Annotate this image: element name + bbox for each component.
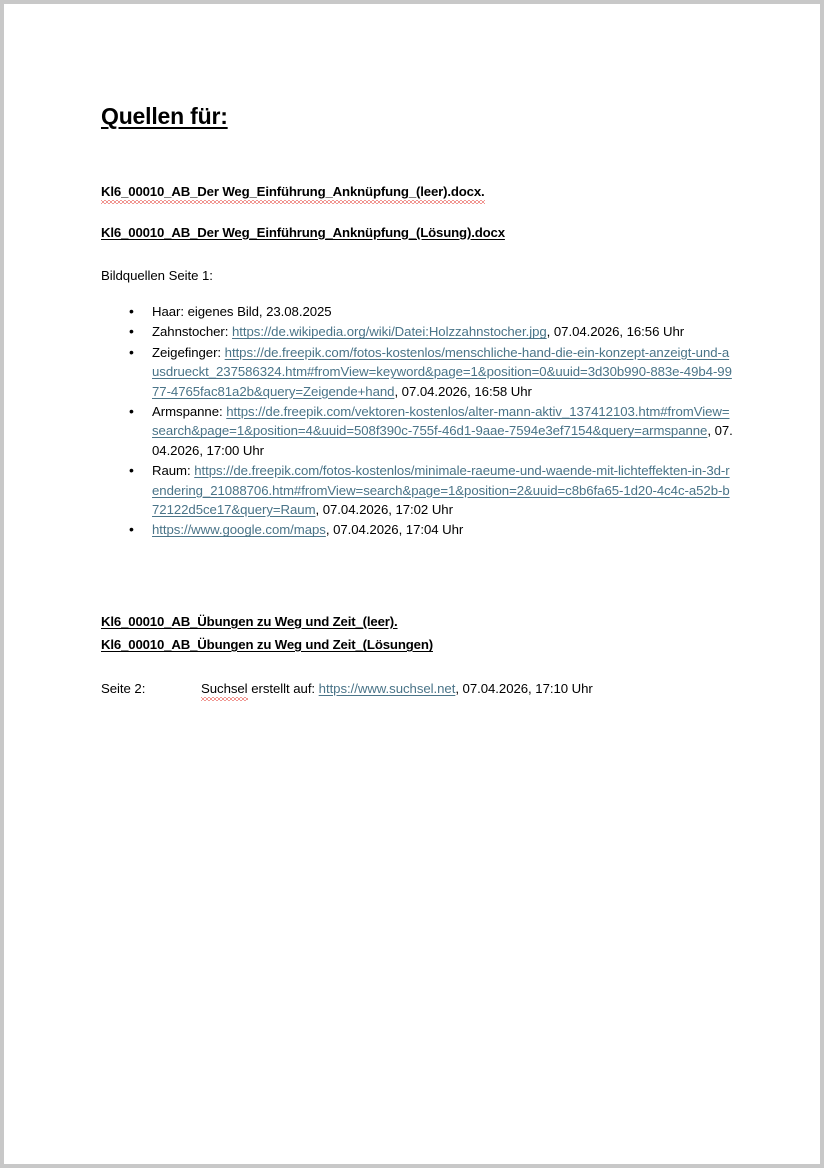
list-item-trailing: , 07.04.2026, 17:02 Uhr: [315, 501, 453, 517]
list-item-label: Raum:: [152, 463, 191, 479]
section-uebungen: [101, 614, 733, 699]
list-item-trailing: , 07.04.2026, 17:04 Uhr: [325, 522, 464, 538]
list-item: [101, 343, 733, 401]
bildquellen-label: Bildquellen Seite 1:: [101, 268, 213, 284]
file-heading-einfuehrung-loesung: Kl6_00010_AB_Der Weg_Einführung_Anknüpfung_(Lösung).docx: [101, 224, 505, 240]
list-item: [101, 461, 733, 519]
list-item-trailing: , 07.04.2026, 16:58 Uhr: [394, 383, 532, 399]
list-item-label: Zahnstocher:: [152, 324, 229, 340]
list-item-label: Armspanne:: [152, 403, 223, 419]
seite-2-text-after: , 07.04.2026, 17:10 Uhr: [455, 680, 593, 696]
source-link-zahnstocher[interactable]: https://de.wikipedia.org/wiki/Datei:Holzzahnstocher.jpg: [232, 324, 547, 340]
page-title: Quellen für:: [101, 103, 228, 129]
document-content: [101, 4, 733, 699]
source-link-suchsel[interactable]: https://www.suchsel.net: [318, 680, 456, 696]
file-heading-uebungen-leer: Kl6_00010_AB_Übungen zu Weg und Zeit_(leer).: [101, 613, 398, 629]
file-heading-einfuehrung-leer: [101, 184, 733, 201]
seite-2-value: [201, 679, 733, 699]
list-item-label: Haar:: [152, 303, 184, 319]
seite-2-label: Seite 2:: [101, 680, 146, 696]
list-item-text: eigenes Bild, 23.08.2025: [184, 303, 332, 319]
seite-2-text-before: erstellt auf:: [247, 680, 319, 696]
seite-2-row: [101, 679, 733, 699]
source-link-raum[interactable]: https://de.freepik.com/fotos-kostenlos/minimale-raeume-und-waende-mit-lichteffekten-in-3d-rendering_21088706.htm#fromView=search&page=1&position=2&uuid=c8b6fa65-1d20-4c4c-a52b-b72122d5ce17&query=Raum: [152, 463, 730, 517]
source-link-armspanne[interactable]: https://de.freepik.com/vektoren-kostenlos/alter-mann-aktiv_137412103.htm#fromView=search&page=1&position=4&uuid=508f390c-755f-46d1-9aae-7594e3ef7154&query=armspanne: [152, 403, 730, 439]
source-link-google-maps[interactable]: https://www.google.com/maps: [152, 522, 326, 538]
list-item: [101, 402, 733, 460]
list-item: [101, 302, 733, 321]
file-heading-uebungen-loesungen: Kl6_00010_AB_Übungen zu Weg und Zeit_(Lösungen): [101, 637, 433, 653]
list-item-trailing: , 07.04.2026, 16:56 Uhr: [546, 324, 685, 340]
list-item-label: Zeigefinger:: [152, 344, 222, 360]
list-item: [101, 322, 733, 341]
image-sources-list: [101, 302, 733, 540]
document-page: [4, 4, 820, 1164]
list-item: [101, 520, 733, 539]
misspelled-word-suchsel: Suchsel: [201, 679, 248, 699]
file-heading-einfuehrung-leer-text: Kl6_00010_AB_Der Weg_Einführung_Anknüpfung_(leer).docx.: [101, 184, 485, 200]
list-item-trailing: , 07.04.2026, 17:00 Uhr: [152, 423, 733, 458]
source-link-zeigefinger[interactable]: https://de.freepik.com/fotos-kostenlos/menschliche-hand-die-ein-konzept-anzeigt-und-ausdrueckt_237586324.htm#fromView=keyword&page=1&position=0&uuid=3d30b990-883e-49b4-9977-4765fac81a2b&query=Zeigende+hand: [152, 344, 732, 399]
